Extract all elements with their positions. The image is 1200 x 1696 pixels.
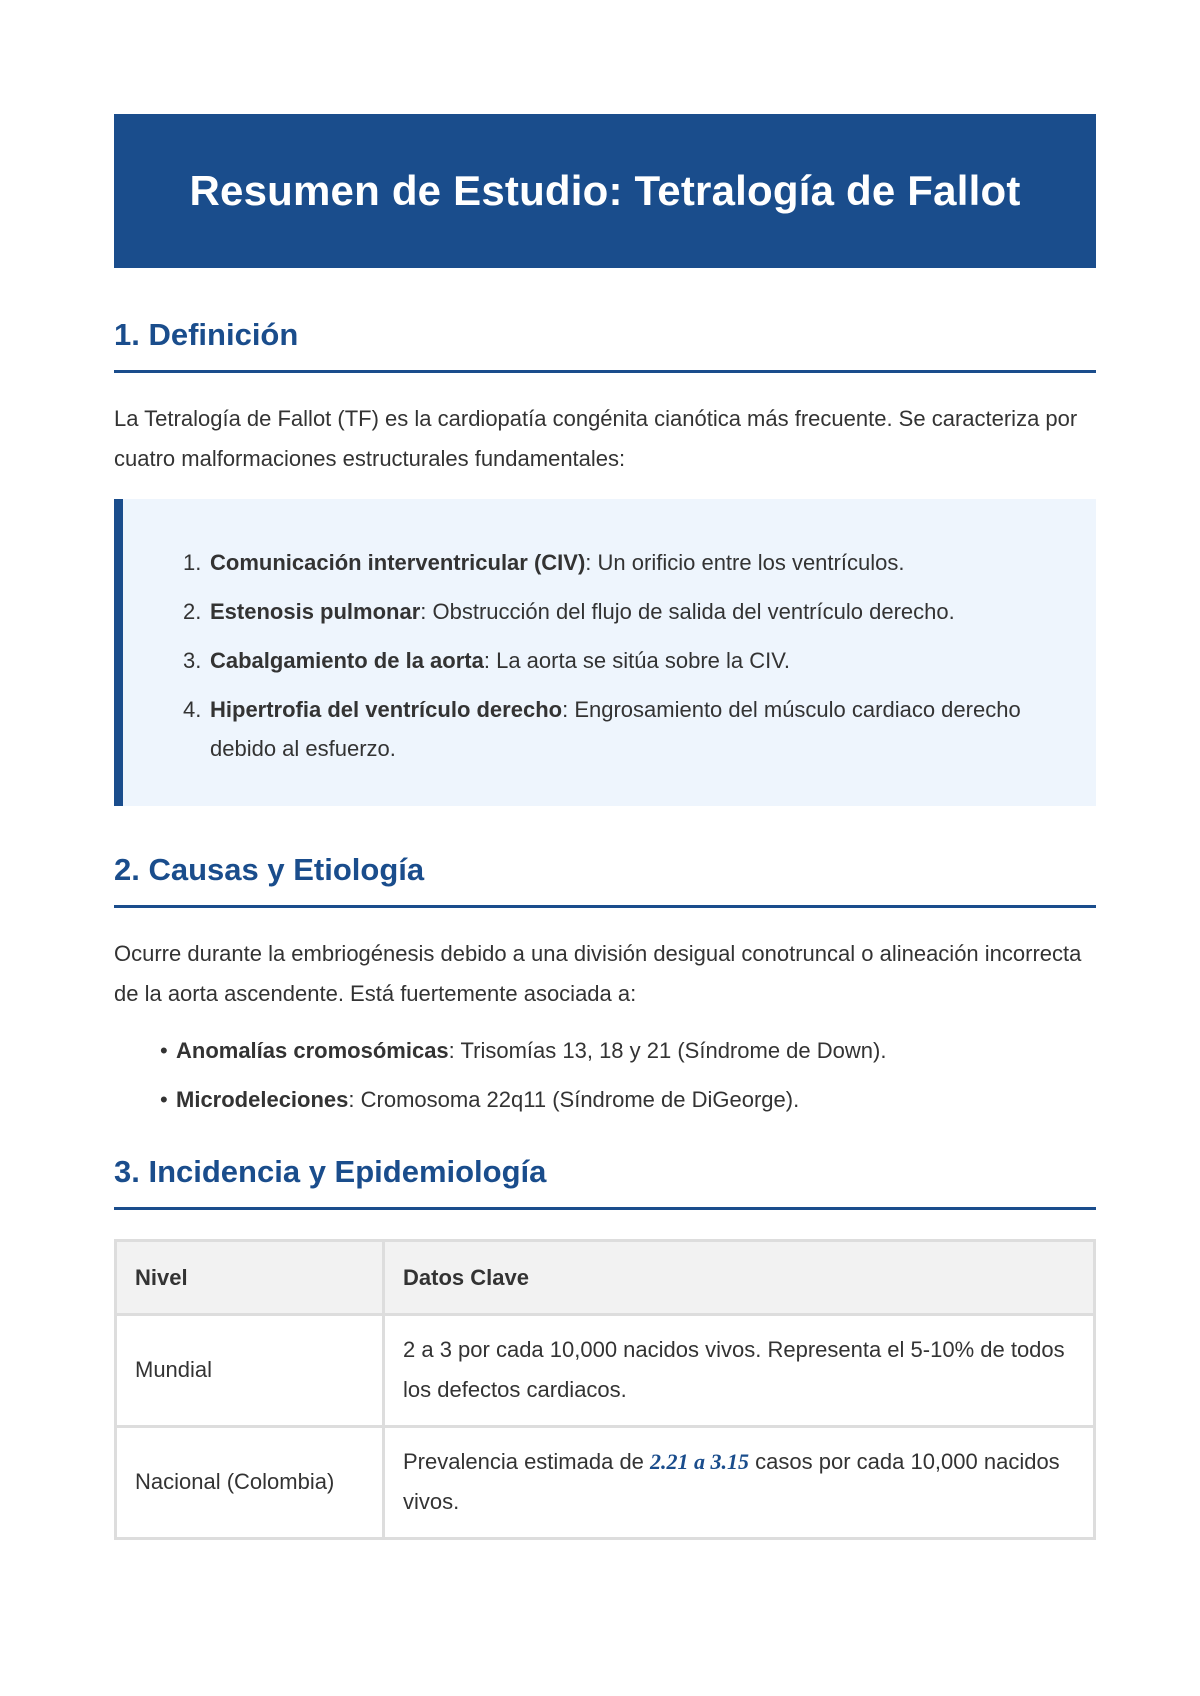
item-number: 3. xyxy=(183,648,202,673)
section-heading-definicion: 1. Definición xyxy=(114,317,1096,373)
causas-bullet-list xyxy=(114,1031,1096,1120)
item-number: 2. xyxy=(183,599,202,624)
malformations-callout xyxy=(114,499,1096,806)
incidence-table xyxy=(114,1239,1096,1540)
bullet-description: Cromosoma 22q11 (Síndrome de DiGeorge). xyxy=(354,1087,800,1112)
bullet-item xyxy=(160,1080,1096,1120)
item-description: Engrosamiento del músculo cardiaco derecho debido al esfuerzo. xyxy=(210,697,1021,761)
malformations-list xyxy=(123,543,1096,768)
table-cell-datos xyxy=(384,1427,1095,1539)
causas-paragraph: Ocurre durante la embriogénesis debido a una división desigual conotruncal o alineación incorrecta de la aorta ascendente. Está fuertemente asociada a: xyxy=(114,941,1082,1006)
table-row xyxy=(116,1427,1095,1539)
table-header-nivel: Nivel xyxy=(116,1241,384,1315)
table-cell-nivel: Mundial xyxy=(116,1315,384,1427)
item-colon: : xyxy=(585,550,592,575)
malformation-item xyxy=(183,641,1096,680)
bullet-colon: : xyxy=(348,1087,355,1112)
item-term: Cabalgamiento de la aorta xyxy=(210,648,484,673)
malformation-item xyxy=(183,543,1096,582)
document-page xyxy=(114,114,1096,1540)
title-banner xyxy=(114,114,1096,268)
table-header-datos: Datos Clave xyxy=(384,1241,1095,1315)
document-title: Resumen de Estudio: Tetralogía de Fallot xyxy=(189,167,1021,214)
section-heading-causas: 2. Causas y Etiología xyxy=(114,852,1096,908)
item-description: Un orificio entre los ventrículos. xyxy=(591,550,905,575)
datos-suffix: casos por cada 10,000 nacidos vivos. xyxy=(403,1449,1060,1514)
item-term: Hipertrofia del ventrículo derecho xyxy=(210,697,563,722)
bullet-icon: • xyxy=(160,1087,168,1112)
table-cell-datos: 2 a 3 por cada 10,000 nacidos vivos. Representa el 5-10% de todos los defectos cardiacos. xyxy=(384,1315,1095,1427)
item-term: Estenosis pulmonar xyxy=(210,599,421,624)
bullet-term: Anomalías cromosómicas xyxy=(176,1038,449,1063)
bullet-term: Microdeleciones xyxy=(176,1087,349,1112)
item-number: 4. xyxy=(183,697,202,722)
bullet-colon: : xyxy=(448,1038,455,1063)
table-header-row xyxy=(116,1241,1095,1315)
bullet-description: Trisomías 13, 18 y 21 (Síndrome de Down). xyxy=(454,1038,887,1063)
item-colon: : xyxy=(562,697,569,722)
bullet-item xyxy=(160,1031,1096,1071)
table-row xyxy=(116,1315,1095,1427)
item-colon: : xyxy=(483,648,490,673)
malformation-item xyxy=(183,690,1096,768)
item-description: Obstrucción del flujo de salida del ventrículo derecho. xyxy=(426,599,955,624)
datos-prefix: Prevalencia estimada de xyxy=(403,1449,651,1474)
item-colon: : xyxy=(420,599,427,624)
item-number: 1. xyxy=(183,550,202,575)
table-cell-nivel: Nacional (Colombia) xyxy=(116,1427,384,1539)
prevalence-highlight: 2.21 a 3.15 xyxy=(650,1449,750,1474)
section-heading-incidencia: 3. Incidencia y Epidemiología xyxy=(114,1154,1096,1210)
item-description: La aorta se sitúa sobre la CIV. xyxy=(489,648,791,673)
definicion-paragraph: La Tetralogía de Fallot (TF) es la cardiopatía congénita cianótica más frecuente. Se caracteriza por cuatro malformaciones estructurales fundamentales: xyxy=(114,406,1078,471)
malformation-item xyxy=(183,592,1096,631)
bullet-icon: • xyxy=(160,1038,168,1063)
item-term: Comunicación interventricular (CIV) xyxy=(210,550,586,575)
